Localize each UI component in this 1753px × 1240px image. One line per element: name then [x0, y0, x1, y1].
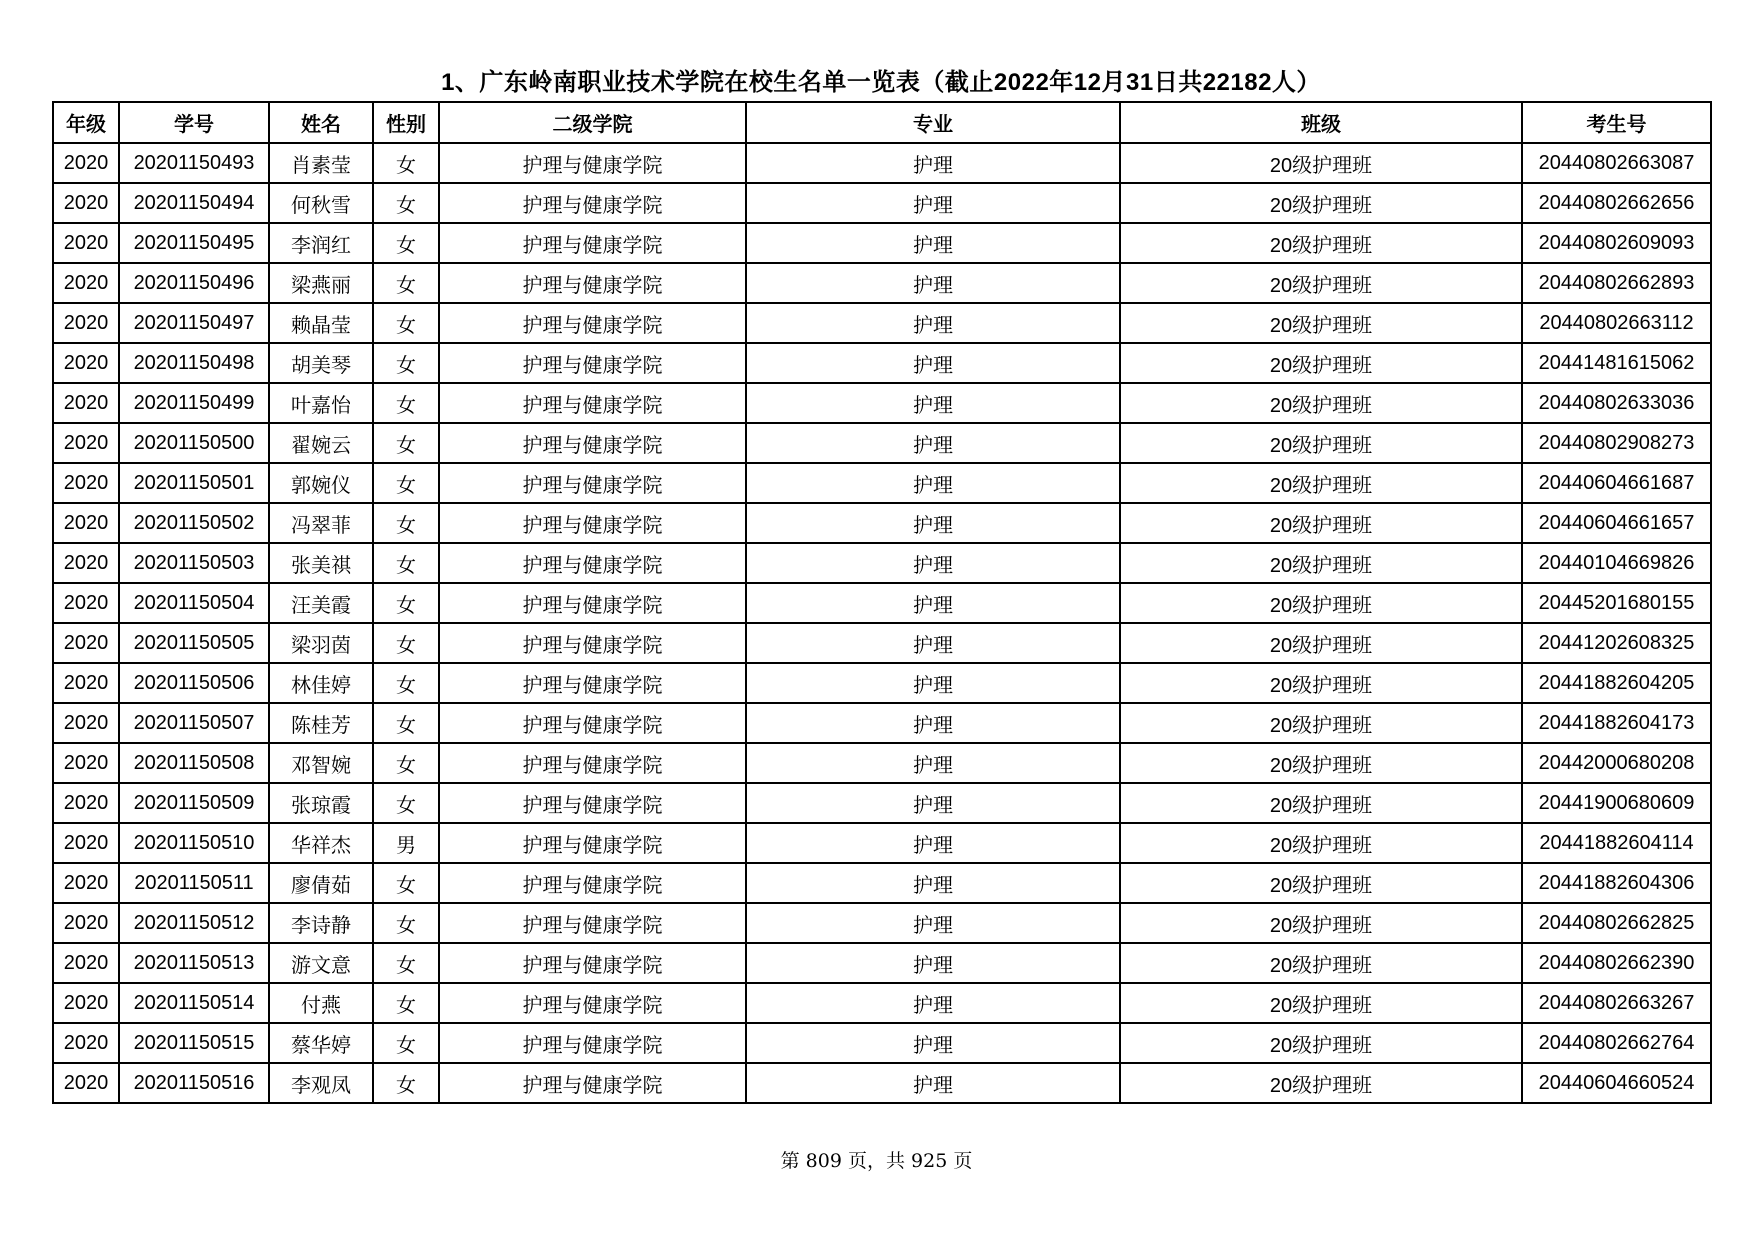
student-id-cell: 20201150500: [119, 423, 269, 463]
exam-number-cell: 20440604660524: [1522, 1063, 1711, 1103]
college-cell: 护理与健康学院: [439, 583, 746, 623]
name-cell: 张琼霞: [269, 783, 373, 823]
major-cell: 护理: [746, 983, 1120, 1023]
college-cell: 护理与健康学院: [439, 303, 746, 343]
table-row: [53, 743, 1711, 783]
grade-cell: 2020: [53, 303, 119, 343]
name-cell: 梁羽茵: [269, 623, 373, 663]
exam-number-cell: 20442000680208: [1522, 743, 1711, 783]
col-header-name: 姓名: [269, 102, 373, 143]
table-row: [53, 663, 1711, 703]
grade-cell: 2020: [53, 943, 119, 983]
major-cell: 护理: [746, 623, 1120, 663]
exam-number-cell: 20440104669826: [1522, 543, 1711, 583]
major-cell: 护理: [746, 783, 1120, 823]
student-id-cell: 20201150501: [119, 463, 269, 503]
college-cell: 护理与健康学院: [439, 463, 746, 503]
college-cell: 护理与健康学院: [439, 703, 746, 743]
exam-number-cell: 20441202608325: [1522, 623, 1711, 663]
grade-cell: 2020: [53, 383, 119, 423]
name-cell: 林佳婷: [269, 663, 373, 703]
table-row: [53, 343, 1711, 383]
major-cell: 护理: [746, 1063, 1120, 1103]
college-cell: 护理与健康学院: [439, 623, 746, 663]
student-id-cell: 20201150505: [119, 623, 269, 663]
gender-cell: 女: [373, 143, 439, 183]
exam-number-cell: 20440802662764: [1522, 1023, 1711, 1063]
student-id-cell: 20201150504: [119, 583, 269, 623]
student-id-cell: 20201150513: [119, 943, 269, 983]
student-id-cell: 20201150515: [119, 1023, 269, 1063]
college-cell: 护理与健康学院: [439, 1063, 746, 1103]
major-cell: 护理: [746, 863, 1120, 903]
student-id-cell: 20201150497: [119, 303, 269, 343]
college-cell: 护理与健康学院: [439, 823, 746, 863]
header-row: [53, 102, 1711, 143]
gender-cell: 女: [373, 703, 439, 743]
major-cell: 护理: [746, 303, 1120, 343]
class-cell: 20级护理班: [1120, 903, 1522, 943]
student-id-cell: 20201150512: [119, 903, 269, 943]
class-cell: 20级护理班: [1120, 943, 1522, 983]
major-cell: 护理: [746, 383, 1120, 423]
student-id-cell: 20201150506: [119, 663, 269, 703]
college-cell: 护理与健康学院: [439, 143, 746, 183]
class-cell: 20级护理班: [1120, 983, 1522, 1023]
major-cell: 护理: [746, 503, 1120, 543]
grade-cell: 2020: [53, 823, 119, 863]
exam-number-cell: 20441481615062: [1522, 343, 1711, 383]
table-row: [53, 583, 1711, 623]
major-cell: 护理: [746, 343, 1120, 383]
name-cell: 汪美霞: [269, 583, 373, 623]
class-cell: 20级护理班: [1120, 663, 1522, 703]
class-cell: 20级护理班: [1120, 463, 1522, 503]
gender-cell: 女: [373, 383, 439, 423]
student-id-cell: 20201150503: [119, 543, 269, 583]
table-row: [53, 903, 1711, 943]
exam-number-cell: 20441882604114: [1522, 823, 1711, 863]
exam-number-cell: 20445201680155: [1522, 583, 1711, 623]
name-cell: 叶嘉怡: [269, 383, 373, 423]
grade-cell: 2020: [53, 463, 119, 503]
student-id-cell: 20201150498: [119, 343, 269, 383]
name-cell: 胡美琴: [269, 343, 373, 383]
student-id-cell: 20201150516: [119, 1063, 269, 1103]
exam-number-cell: 20441882604173: [1522, 703, 1711, 743]
student-id-cell: 20201150507: [119, 703, 269, 743]
student-id-cell: 20201150499: [119, 383, 269, 423]
gender-cell: 女: [373, 583, 439, 623]
college-cell: 护理与健康学院: [439, 503, 746, 543]
college-cell: 护理与健康学院: [439, 343, 746, 383]
col-header-college: 二级学院: [439, 102, 746, 143]
gender-cell: 女: [373, 343, 439, 383]
grade-cell: 2020: [53, 543, 119, 583]
gender-cell: 女: [373, 223, 439, 263]
class-cell: 20级护理班: [1120, 743, 1522, 783]
table-row: [53, 143, 1711, 183]
name-cell: 张美祺: [269, 543, 373, 583]
college-cell: 护理与健康学院: [439, 743, 746, 783]
table-row: [53, 503, 1711, 543]
exam-number-cell: 20441882604205: [1522, 663, 1711, 703]
name-cell: 郭婉仪: [269, 463, 373, 503]
table-row: [53, 783, 1711, 823]
col-header-gender: 性别: [373, 102, 439, 143]
major-cell: 护理: [746, 183, 1120, 223]
class-cell: 20级护理班: [1120, 343, 1522, 383]
major-cell: 护理: [746, 543, 1120, 583]
class-cell: 20级护理班: [1120, 863, 1522, 903]
college-cell: 护理与健康学院: [439, 663, 746, 703]
grade-cell: 2020: [53, 1023, 119, 1063]
name-cell: 廖倩茹: [269, 863, 373, 903]
college-cell: 护理与健康学院: [439, 183, 746, 223]
grade-cell: 2020: [53, 703, 119, 743]
gender-cell: 女: [373, 623, 439, 663]
college-cell: 护理与健康学院: [439, 223, 746, 263]
class-cell: 20级护理班: [1120, 183, 1522, 223]
class-cell: 20级护理班: [1120, 223, 1522, 263]
name-cell: 游文意: [269, 943, 373, 983]
gender-cell: 女: [373, 1023, 439, 1063]
col-header-grade: 年级: [53, 102, 119, 143]
grade-cell: 2020: [53, 623, 119, 663]
grade-cell: 2020: [53, 263, 119, 303]
college-cell: 护理与健康学院: [439, 1023, 746, 1063]
table-row: [53, 623, 1711, 663]
student-id-cell: 20201150509: [119, 783, 269, 823]
major-cell: 护理: [746, 1023, 1120, 1063]
gender-cell: 女: [373, 183, 439, 223]
gender-cell: 女: [373, 783, 439, 823]
name-cell: 华祥杰: [269, 823, 373, 863]
table-row: [53, 423, 1711, 463]
table-row: [53, 703, 1711, 743]
table-row: [53, 1063, 1711, 1103]
college-cell: 护理与健康学院: [439, 783, 746, 823]
major-cell: 护理: [746, 823, 1120, 863]
class-cell: 20级护理班: [1120, 1023, 1522, 1063]
table-body: [53, 143, 1711, 1103]
gender-cell: 女: [373, 423, 439, 463]
gender-cell: 女: [373, 663, 439, 703]
class-cell: 20级护理班: [1120, 383, 1522, 423]
grade-cell: 2020: [53, 583, 119, 623]
exam-number-cell: 20440802662390: [1522, 943, 1711, 983]
gender-cell: 男: [373, 823, 439, 863]
exam-number-cell: 20440802663112: [1522, 303, 1711, 343]
major-cell: 护理: [746, 423, 1120, 463]
class-cell: 20级护理班: [1120, 823, 1522, 863]
class-cell: 20级护理班: [1120, 143, 1522, 183]
college-cell: 护理与健康学院: [439, 543, 746, 583]
gender-cell: 女: [373, 743, 439, 783]
college-cell: 护理与健康学院: [439, 423, 746, 463]
exam-number-cell: 20440604661687: [1522, 463, 1711, 503]
name-cell: 李润红: [269, 223, 373, 263]
name-cell: 李观凤: [269, 1063, 373, 1103]
table-row: [53, 863, 1711, 903]
grade-cell: 2020: [53, 223, 119, 263]
gender-cell: 女: [373, 543, 439, 583]
grade-cell: 2020: [53, 663, 119, 703]
grade-cell: 2020: [53, 343, 119, 383]
gender-cell: 女: [373, 503, 439, 543]
college-cell: 护理与健康学院: [439, 863, 746, 903]
class-cell: 20级护理班: [1120, 263, 1522, 303]
grade-cell: 2020: [53, 983, 119, 1023]
col-header-class: 班级: [1120, 102, 1522, 143]
table-row: [53, 983, 1711, 1023]
exam-number-cell: 20440802662656: [1522, 183, 1711, 223]
name-cell: 肖素莹: [269, 143, 373, 183]
college-cell: 护理与健康学院: [439, 263, 746, 303]
name-cell: 翟婉云: [269, 423, 373, 463]
name-cell: 邓智婉: [269, 743, 373, 783]
table-row: [53, 303, 1711, 343]
name-cell: 付燕: [269, 983, 373, 1023]
name-cell: 李诗静: [269, 903, 373, 943]
student-id-cell: 20201150494: [119, 183, 269, 223]
class-cell: 20级护理班: [1120, 303, 1522, 343]
col-header-student-id: 学号: [119, 102, 269, 143]
student-roster-table: [52, 101, 1712, 1104]
major-cell: 护理: [746, 143, 1120, 183]
grade-cell: 2020: [53, 783, 119, 823]
table-row: [53, 1023, 1711, 1063]
exam-number-cell: 20440802908273: [1522, 423, 1711, 463]
major-cell: 护理: [746, 743, 1120, 783]
class-cell: 20级护理班: [1120, 543, 1522, 583]
gender-cell: 女: [373, 463, 439, 503]
student-id-cell: 20201150502: [119, 503, 269, 543]
college-cell: 护理与健康学院: [439, 903, 746, 943]
class-cell: 20级护理班: [1120, 583, 1522, 623]
exam-number-cell: 20440802663087: [1522, 143, 1711, 183]
table-row: [53, 263, 1711, 303]
student-id-cell: 20201150496: [119, 263, 269, 303]
name-cell: 何秋雪: [269, 183, 373, 223]
major-cell: 护理: [746, 943, 1120, 983]
student-id-cell: 20201150495: [119, 223, 269, 263]
class-cell: 20级护理班: [1120, 703, 1522, 743]
gender-cell: 女: [373, 263, 439, 303]
major-cell: 护理: [746, 903, 1120, 943]
exam-number-cell: 20440802662893: [1522, 263, 1711, 303]
grade-cell: 2020: [53, 1063, 119, 1103]
col-header-major: 专业: [746, 102, 1120, 143]
name-cell: 陈桂芳: [269, 703, 373, 743]
name-cell: 赖晶莹: [269, 303, 373, 343]
major-cell: 护理: [746, 223, 1120, 263]
exam-number-cell: 20440802662825: [1522, 903, 1711, 943]
name-cell: 冯翠菲: [269, 503, 373, 543]
table-row: [53, 183, 1711, 223]
class-cell: 20级护理班: [1120, 783, 1522, 823]
class-cell: 20级护理班: [1120, 423, 1522, 463]
exam-number-cell: 20440802633036: [1522, 383, 1711, 423]
gender-cell: 女: [373, 1063, 439, 1103]
college-cell: 护理与健康学院: [439, 983, 746, 1023]
gender-cell: 女: [373, 863, 439, 903]
table-row: [53, 943, 1711, 983]
student-id-cell: 20201150510: [119, 823, 269, 863]
gender-cell: 女: [373, 983, 439, 1023]
major-cell: 护理: [746, 583, 1120, 623]
name-cell: 梁燕丽: [269, 263, 373, 303]
exam-number-cell: 20441882604306: [1522, 863, 1711, 903]
grade-cell: 2020: [53, 183, 119, 223]
gender-cell: 女: [373, 303, 439, 343]
student-id-cell: 20201150493: [119, 143, 269, 183]
student-id-cell: 20201150514: [119, 983, 269, 1023]
exam-number-cell: 20440604661657: [1522, 503, 1711, 543]
major-cell: 护理: [746, 703, 1120, 743]
major-cell: 护理: [746, 663, 1120, 703]
grade-cell: 2020: [53, 863, 119, 903]
major-cell: 护理: [746, 263, 1120, 303]
college-cell: 护理与健康学院: [439, 383, 746, 423]
table-row: [53, 223, 1711, 263]
col-header-exam-number: 考生号: [1522, 102, 1711, 143]
grade-cell: 2020: [53, 903, 119, 943]
grade-cell: 2020: [53, 143, 119, 183]
table-row: [53, 823, 1711, 863]
gender-cell: 女: [373, 943, 439, 983]
exam-number-cell: 20440802609093: [1522, 223, 1711, 263]
table-row: [53, 463, 1711, 503]
name-cell: 蔡华婷: [269, 1023, 373, 1063]
student-id-cell: 20201150508: [119, 743, 269, 783]
table-row: [53, 383, 1711, 423]
grade-cell: 2020: [53, 503, 119, 543]
page-title: 1、广东岭南职业技术学院在校生名单一览表（截止2022年12月31日共22182人）: [441, 69, 1321, 96]
grade-cell: 2020: [53, 423, 119, 463]
exam-number-cell: 20441900680609: [1522, 783, 1711, 823]
student-id-cell: 20201150511: [119, 863, 269, 903]
exam-number-cell: 20440802663267: [1522, 983, 1711, 1023]
grade-cell: 2020: [53, 743, 119, 783]
table-row: [53, 543, 1711, 583]
page-number: 第 809 页，共 925 页: [780, 1150, 973, 1172]
gender-cell: 女: [373, 903, 439, 943]
class-cell: 20级护理班: [1120, 623, 1522, 663]
class-cell: 20级护理班: [1120, 503, 1522, 543]
college-cell: 护理与健康学院: [439, 943, 746, 983]
class-cell: 20级护理班: [1120, 1063, 1522, 1103]
major-cell: 护理: [746, 463, 1120, 503]
